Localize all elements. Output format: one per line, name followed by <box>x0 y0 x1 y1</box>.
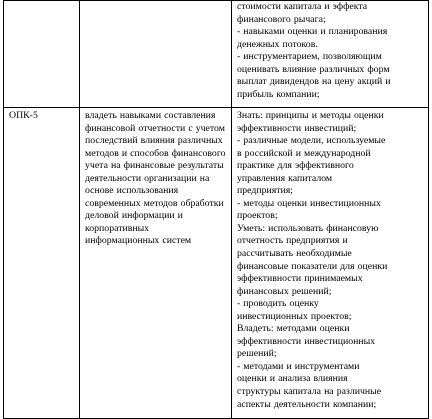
competency-code-cell <box>4 108 80 419</box>
description-line: владеть навыками составления <box>85 110 216 121</box>
competency-content-cell <box>232 1 429 108</box>
content-line: решений; <box>237 348 277 360</box>
description-line: основе использования <box>85 185 179 197</box>
content-line: эффективности инвестиций; <box>237 122 357 134</box>
content-line: рассчитывать необходимые <box>237 248 352 260</box>
content-line: практике для эффективного <box>237 160 354 172</box>
content-line: - методы оценки инвестиционных <box>237 197 381 209</box>
competency-code-cell <box>4 1 80 108</box>
content-line: Знать: принципы и методы оценки <box>237 110 384 121</box>
content-line: - различные модели, используемые <box>237 135 386 147</box>
content-line: в российской и международной <box>237 147 371 159</box>
content-line: оценки и анализа влияния <box>237 373 348 385</box>
content-line: - методами и инструментами <box>237 360 360 372</box>
description-line: информационных систем <box>85 235 192 247</box>
description-line: учета на финансовые результаты <box>85 160 224 172</box>
competency-description-cell <box>80 108 232 419</box>
content-line: управления капиталом <box>237 172 333 184</box>
content-line: эффективности принимаемых <box>237 273 363 285</box>
content-line: эффективности инвестиционных <box>237 335 376 347</box>
content-line: предприятия; <box>237 185 293 197</box>
content-line: прибыль компании; <box>237 88 320 100</box>
content-line: Владеть: методами оценки <box>237 323 350 335</box>
content-line: денежных потоков. <box>237 38 318 50</box>
description-line: деловой информации и <box>85 210 183 222</box>
content-line: структуры капитала на различные <box>237 386 382 398</box>
description-line: финансовой отчетности с учетом <box>85 122 225 134</box>
content-line: финансового рычага; <box>237 13 326 25</box>
content-line: аспекты деятельности компании; <box>237 398 377 410</box>
content-line: финансовых решений; <box>237 285 332 297</box>
content-line: проектов; <box>237 210 278 222</box>
description-line: методов и способов финансового <box>85 147 226 159</box>
table-row <box>4 108 429 419</box>
content-line: стоимости капитала и эффекта <box>237 1 368 12</box>
description-line: современных методов обработки <box>85 197 224 209</box>
content-line: инвестиционных проектов; <box>237 310 352 322</box>
competency-content-cell <box>232 108 429 419</box>
content-line: - инструментарием, позволяющим <box>237 51 382 63</box>
competency-code: ОПК-5 <box>9 110 38 121</box>
content-line: Уметь: использовать финансовую <box>237 222 379 234</box>
content-line: - навыками оценки и планирования <box>237 26 388 38</box>
content-line: отчетность предприятия и <box>237 235 348 247</box>
competency-description-cell <box>80 1 232 108</box>
description-line: последствий влияния различных <box>85 135 223 147</box>
content-line: финансовые показатели для оценки <box>237 260 388 272</box>
table-row <box>4 1 429 108</box>
description-line: деятельности организации на <box>85 172 210 184</box>
content-line: выплат дивидендов на цену акций и <box>237 76 391 88</box>
content-line: - проводить оценку <box>237 298 319 310</box>
description-line: корпоративных <box>85 222 150 234</box>
competency-table <box>3 0 429 419</box>
content-line: оценивать влияние различных форм <box>237 63 390 75</box>
